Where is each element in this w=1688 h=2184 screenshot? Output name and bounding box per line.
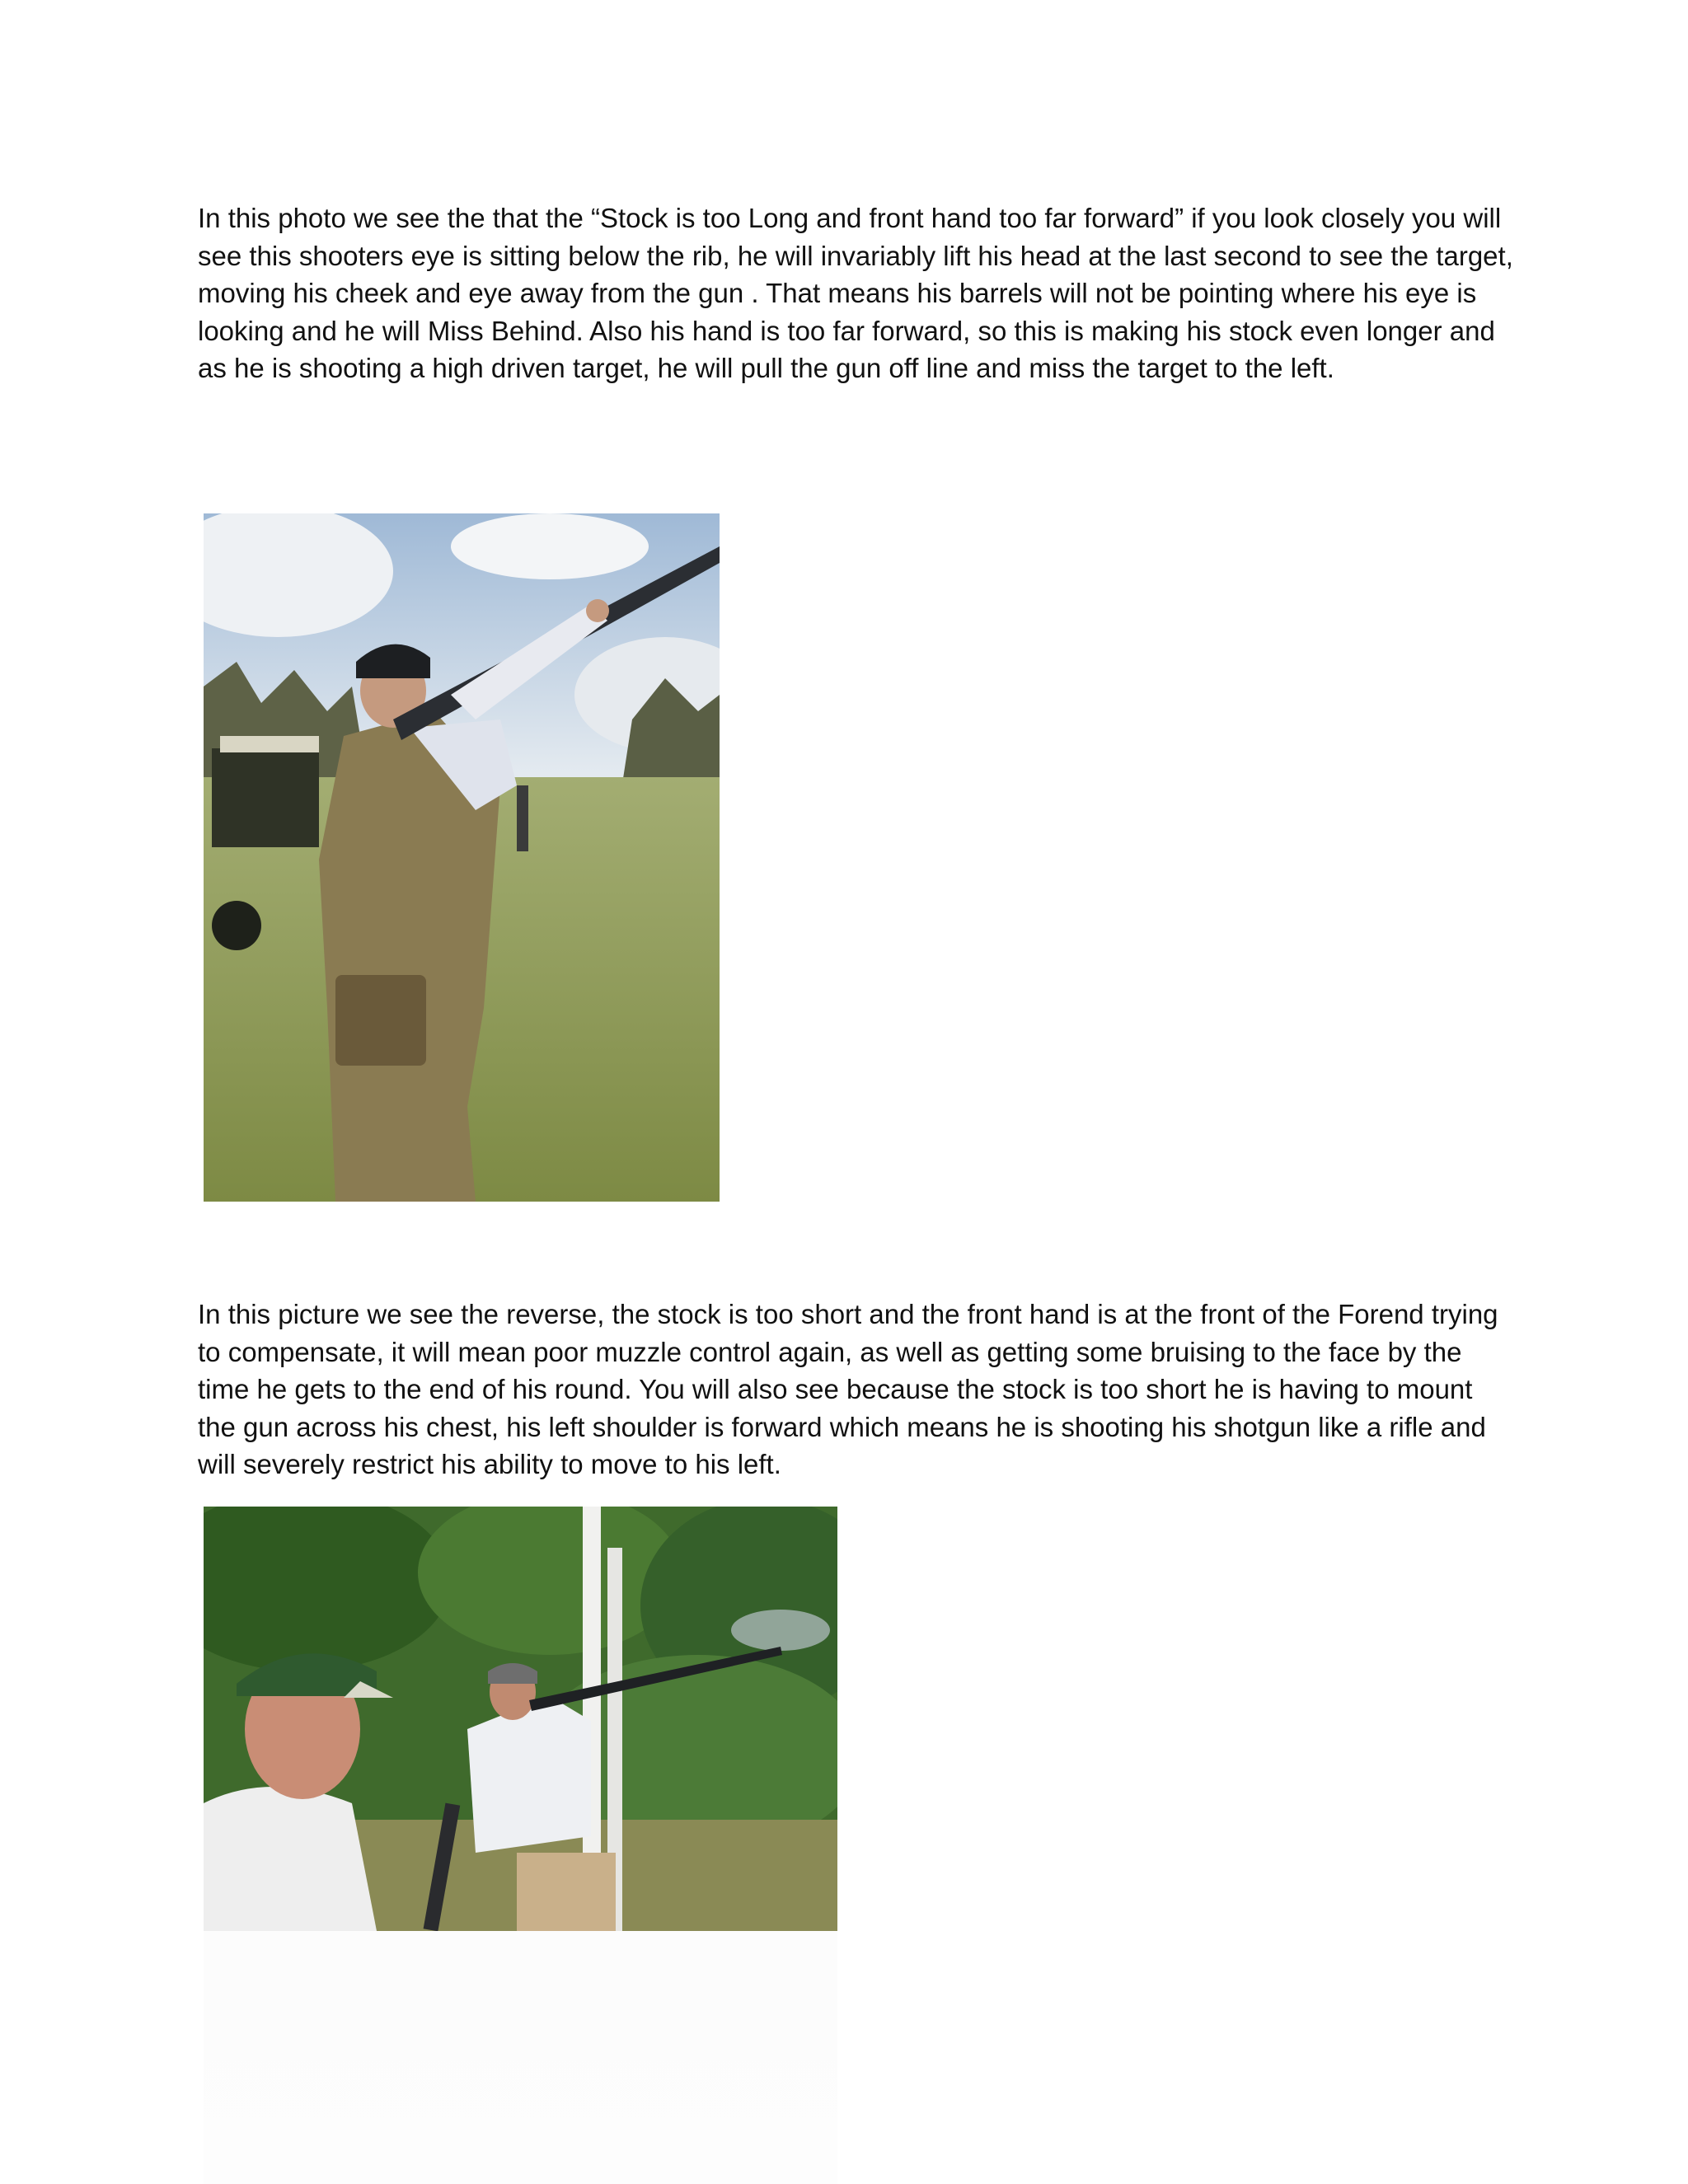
shooting-stand-illustration bbox=[204, 1507, 837, 1931]
paragraph-stock-too-short: In this picture we see the reverse, the stock is too short and the front hand is at the front of the Forend trying to compensate, it will mean poor muzzle control again, as well as getting some bruising to the face by the time he gets to the end of his round. You will also see because the stock is too short he is having to mount the gun across his chest, his left shoulder is forward which means he is shooting his shotgun like a rifle and will severely restrict his ability to move to his left. bbox=[198, 1299, 1498, 1479]
paragraph-stock-too-long: In this photo we see the that the “Stock is too Long and front hand too far forward” if you look closely you will see this shooters eye is sitting below the rib, he will invariably lift his head at the last second to see the target, moving his cheek and eye away from the gun . That means his barrels will not be pointing where his eye is looking and he will Miss Behind. Also his hand is too far forward, so this is making his stock even longer and as he is shooting a high driven target, he will pull the gun off line and miss the target to the left. bbox=[198, 203, 1513, 383]
shooter-field-illustration bbox=[204, 513, 720, 1202]
photo-shooter-stock-too-short bbox=[204, 1507, 837, 1931]
photo-bottom-margin bbox=[204, 1931, 837, 2184]
photo-shooter-stock-too-long bbox=[204, 513, 720, 1202]
